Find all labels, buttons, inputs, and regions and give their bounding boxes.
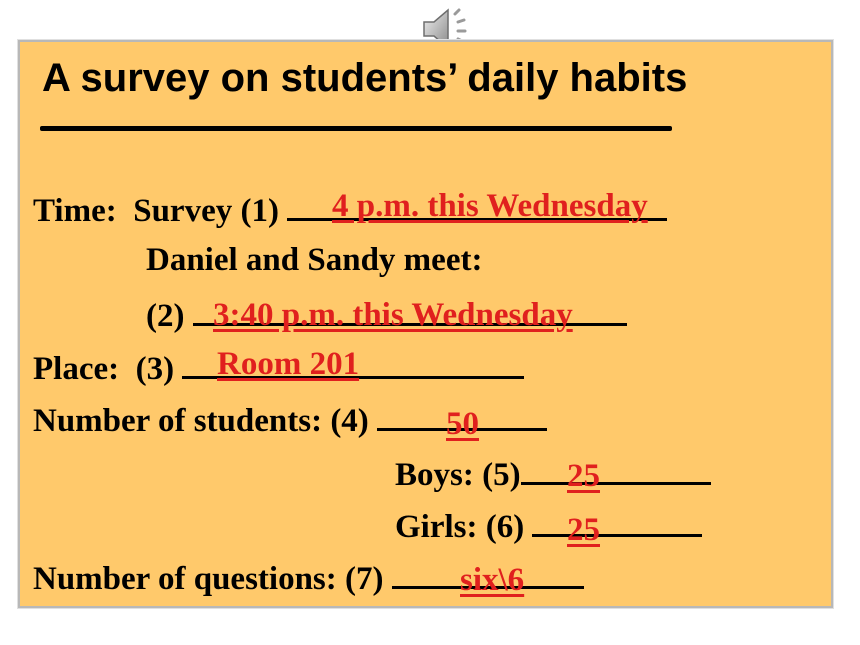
girls-label: Girls: (6)	[395, 509, 525, 545]
answer-7: six\6	[460, 562, 525, 598]
answer-1: 4 p.m. this Wednesday	[332, 188, 648, 224]
answer-2: 3:40 p.m. this Wednesday	[213, 297, 573, 333]
girls-line	[395, 504, 702, 547]
questions-label: Number of questions: (7)	[33, 561, 384, 597]
meet-label: Daniel and Sandy meet:	[146, 242, 483, 278]
answer-3: Room 201	[217, 346, 360, 382]
students-label: Number of students: (4)	[33, 403, 369, 439]
boys-label: Boys: (5)	[395, 457, 521, 493]
answer-6: 25	[567, 512, 600, 548]
time-label: Time:	[33, 193, 117, 229]
boys-line	[395, 452, 711, 495]
place-number: (3)	[135, 351, 175, 387]
blank-5	[521, 452, 711, 485]
answer-4: 50	[446, 406, 479, 442]
title-underline	[40, 126, 672, 131]
survey-label: Survey (1)	[133, 193, 279, 229]
page-title: A survey on students’ daily habits	[42, 56, 688, 100]
answer-5: 25	[567, 458, 600, 494]
blank-6	[532, 504, 702, 537]
place-label: Place:	[33, 351, 120, 387]
meet-number: (2)	[146, 298, 185, 334]
